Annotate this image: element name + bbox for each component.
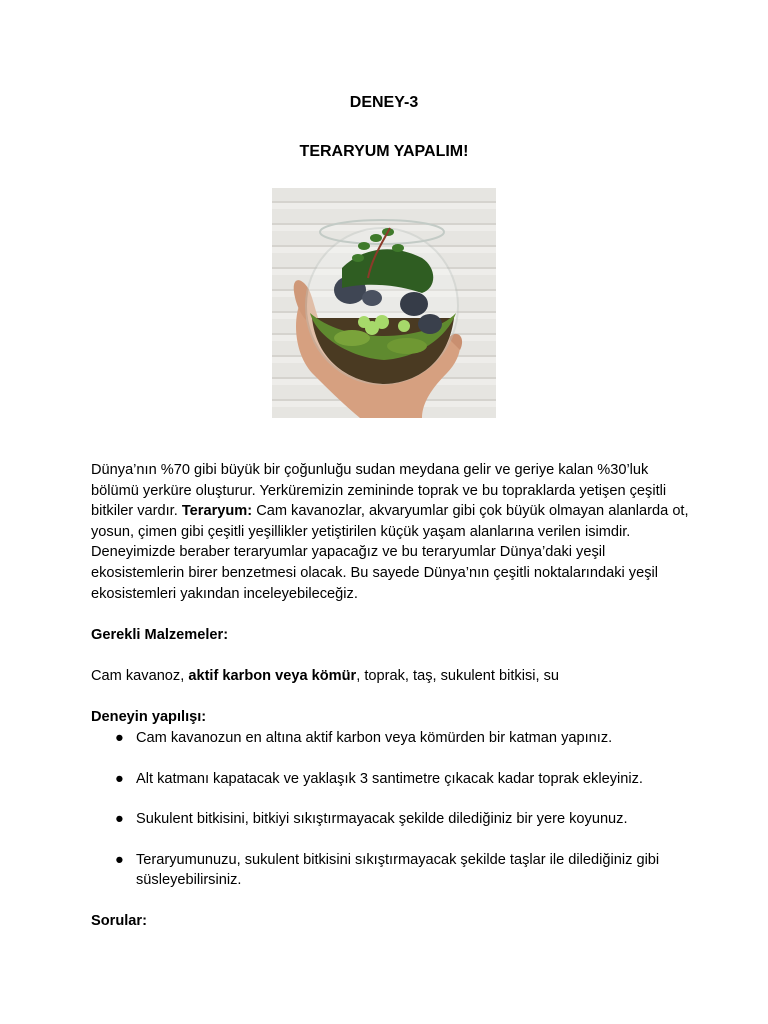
list-item (91, 728, 691, 749)
list-item (91, 809, 691, 830)
list-item (91, 769, 691, 790)
step-text: Sukulent bitkisini, bitkiyi sıkıştırmayacak şekilde dilediğiniz bir yere koyunuz. (136, 811, 628, 828)
bullet-icon: ● (115, 730, 124, 746)
intro-paragraph (91, 460, 691, 604)
questions-heading: Sorular: (91, 913, 147, 929)
page-title: DENEY-3 (349, 94, 419, 111)
bullet-icon: ● (115, 770, 124, 787)
intro-term: Teraryum: (181, 503, 253, 520)
materials-before: Cam kavanoz, (91, 668, 189, 684)
bullet-icon: ● (115, 811, 124, 828)
step-text: Cam kavanozun en altına aktif karbon veya kömürden bir katman yapınız. (136, 730, 613, 746)
materials-heading: Gerekli Malzemeler: (91, 627, 229, 643)
terrarium-illustration (272, 188, 496, 418)
intro-text-part2: Cam kavanozlar, akvaryumlar gibi çok büyük olmayan alanlarda ot, yosun, çimen gibi çeşitli yeşillikler yetiştirilen küçük yaşam alanlarına verilen isimdir. Deneyimizde beraber teraryumlar yapacağız ve bu teraryumlar Dünya’daki yeşil ekosistemlerin birer benzetmesi olacak. Bu sayede Dünya’nın çeşitli noktalarındaki yeşil ekosistemleri yakından inceleyebileceğiz. (91, 503, 689, 602)
step-text: Teraryumunuzu, sukulent bitkisini sıkıştırmayacak şekilde taşlar ile dilediğiniz gibi süsleyebilirsiniz. (136, 851, 660, 889)
page-subtitle: TERARYUM YAPALIM! (299, 143, 469, 160)
steps-list (91, 728, 691, 911)
steps-heading: Deneyin yapılışı: (91, 709, 207, 725)
materials-bold: aktif karbon veya kömür (188, 668, 357, 684)
materials-list (91, 666, 691, 687)
terrarium-photo (272, 188, 496, 418)
step-text: Alt katmanı kapatacak ve yaklaşık 3 santimetre çıkacak kadar toprak ekleyiniz. (136, 770, 643, 787)
list-item (91, 850, 691, 891)
bullet-icon: ● (115, 851, 124, 868)
materials-after: , toprak, taş, sukulent bitkisi, su (356, 668, 560, 684)
intro-text-part1: Dünya’nın %70 gibi büyük bir çoğunluğu sudan meydana gelir ve geriye kalan %30’luk bölümü yerküre oluşturur. Yerküremizin zemininde toprak ve bu topraklarda yetişen çeşitli bitkiler vardır. (91, 462, 667, 520)
